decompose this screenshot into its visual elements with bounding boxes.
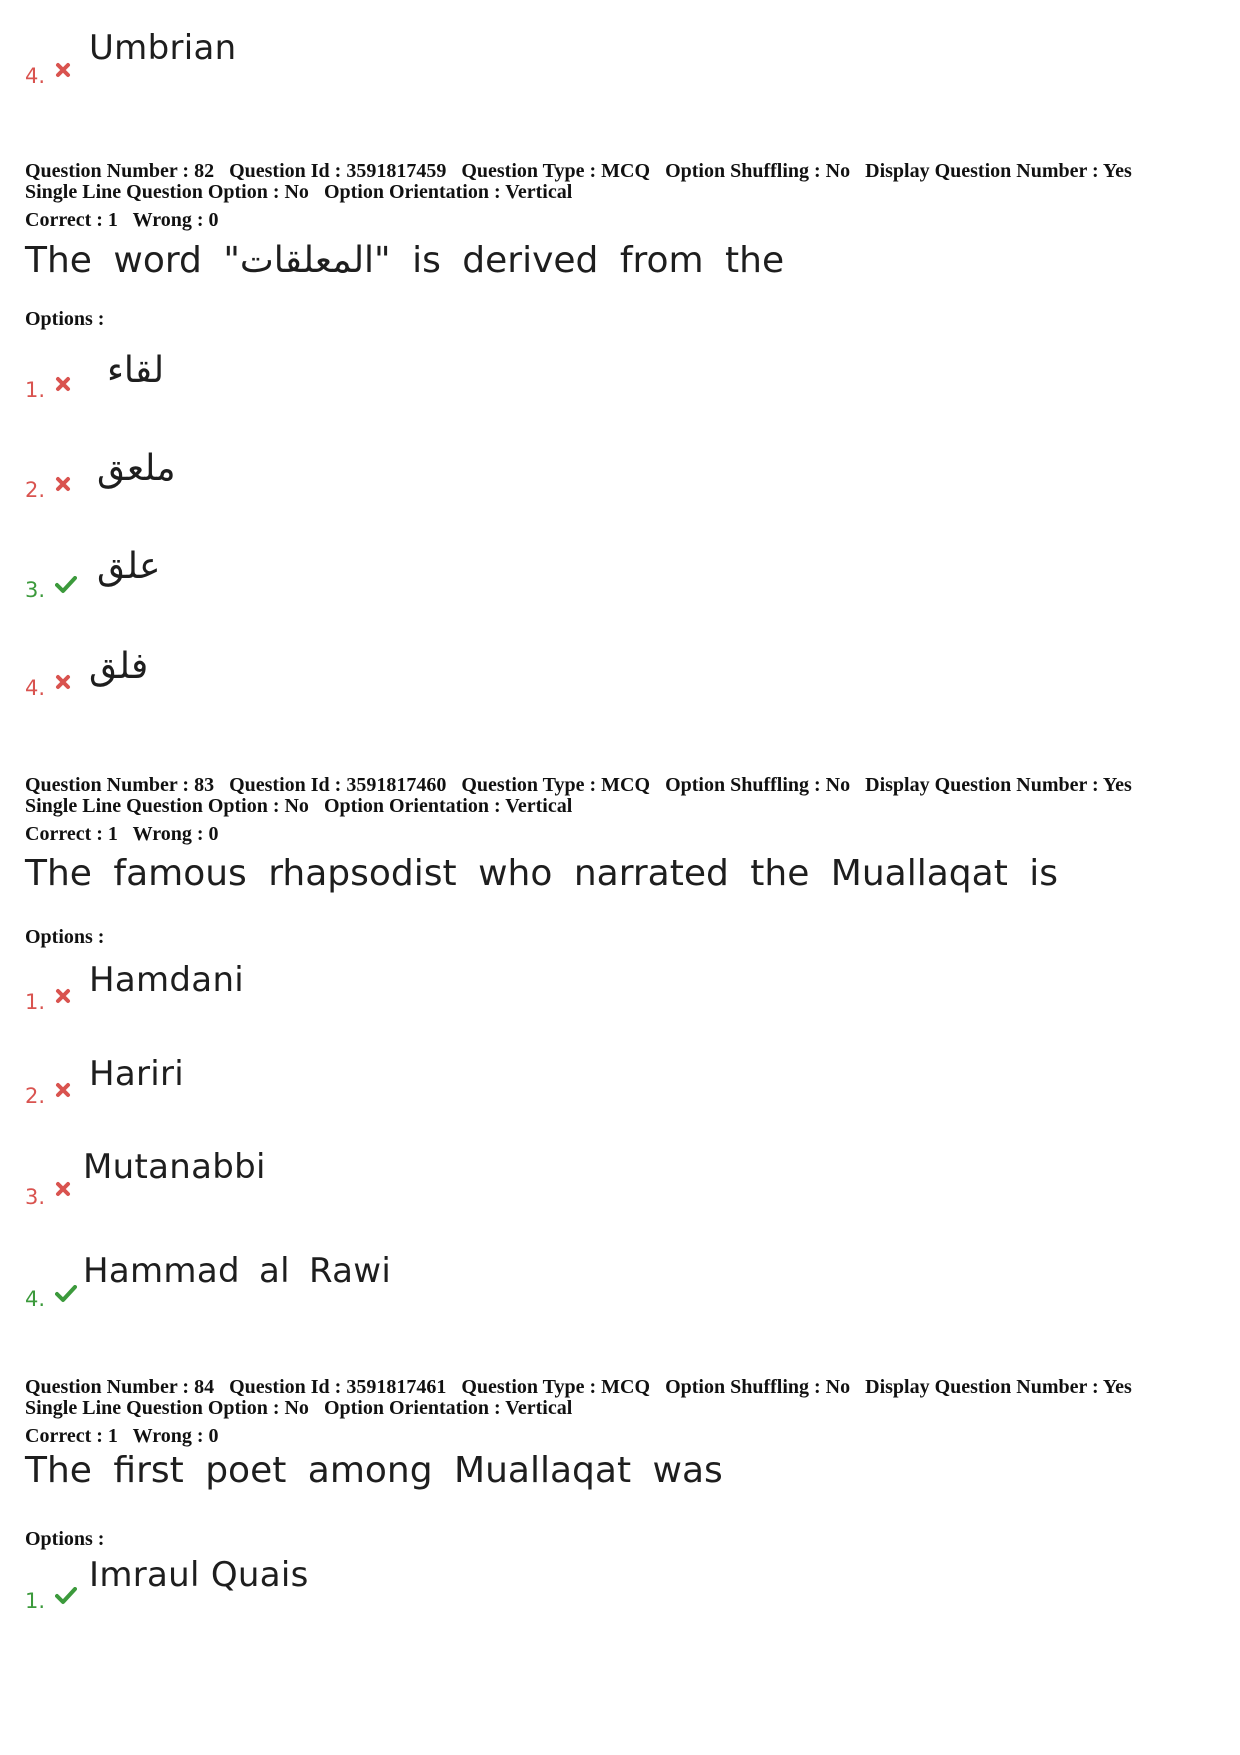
question-number: Question Number : 83 <box>25 774 215 796</box>
options-label: Options : <box>25 926 105 948</box>
question-id: Question Id : 3591817459 <box>229 160 447 182</box>
correct-marks: Correct : 1 <box>25 1425 118 1447</box>
option-text: Mutanabbi <box>83 1147 266 1187</box>
question-type: Question Type : MCQ <box>461 1376 651 1398</box>
wrong-marks: Wrong : 0 <box>132 823 219 845</box>
question-meta-line1 <box>25 775 1142 796</box>
display-question-number: Display Question Number : Yes <box>865 160 1132 182</box>
option-text: Hariri <box>89 1054 185 1094</box>
question-text: The famous rhapsodist who narrated the Muallaqat is <box>25 853 1059 894</box>
question-marks <box>25 1426 229 1447</box>
option-number: 3. <box>25 578 46 602</box>
option-text: Umbrian <box>89 28 237 68</box>
cross-icon <box>55 62 75 82</box>
correct-marks: Correct : 1 <box>25 209 118 231</box>
option-number: 1. <box>25 1589 46 1613</box>
question-meta-line2 <box>25 796 582 817</box>
display-question-number: Display Question Number : Yes <box>865 774 1132 796</box>
option-shuffling: Option Shuffling : No <box>665 1376 851 1398</box>
option-number: 4. <box>25 64 46 88</box>
question-marks <box>25 210 229 231</box>
question-text-before: The word <box>25 240 202 281</box>
cross-icon <box>55 674 75 694</box>
option-text: لقاء <box>107 350 165 391</box>
option-number: 4. <box>25 1287 46 1311</box>
question-meta-line1 <box>25 161 1142 182</box>
check-icon <box>55 576 75 596</box>
option-orientation: Option Orientation : Vertical <box>323 181 573 203</box>
option-text: Imraul Quais <box>89 1555 309 1595</box>
option-number: 2. <box>25 1084 46 1108</box>
question-type: Question Type : MCQ <box>461 774 651 796</box>
wrong-marks: Wrong : 0 <box>132 1425 219 1447</box>
option-text: ملعق <box>97 448 176 489</box>
single-line-option: Single Line Question Option : No <box>25 1397 309 1419</box>
question-number: Question Number : 82 <box>25 160 215 182</box>
question-number: Question Number : 84 <box>25 1376 215 1398</box>
option-number: 2. <box>25 478 46 502</box>
check-icon <box>55 1285 75 1305</box>
cross-icon <box>55 476 75 496</box>
single-line-option: Single Line Question Option : No <box>25 795 309 817</box>
cross-icon <box>55 376 75 396</box>
question-text <box>25 240 784 281</box>
correct-marks: Correct : 1 <box>25 823 118 845</box>
question-meta-line2 <box>25 1398 582 1419</box>
option-shuffling: Option Shuffling : No <box>665 774 851 796</box>
option-number: 4. <box>25 676 46 700</box>
option-text: Hammad al Rawi <box>83 1251 392 1291</box>
options-label: Options : <box>25 308 105 330</box>
question-id: Question Id : 3591817461 <box>229 1376 447 1398</box>
cross-icon <box>55 1082 75 1102</box>
option-number: 1. <box>25 990 46 1014</box>
question-id: Question Id : 3591817460 <box>229 774 447 796</box>
cross-icon <box>55 1181 75 1201</box>
single-line-option: Single Line Question Option : No <box>25 181 309 203</box>
options-label: Options : <box>25 1528 105 1550</box>
question-type: Question Type : MCQ <box>461 160 651 182</box>
question-text-after: is derived from the <box>412 240 785 281</box>
wrong-marks: Wrong : 0 <box>132 209 219 231</box>
check-icon <box>55 1587 75 1607</box>
question-text-arabic: "المعلقات" <box>223 240 391 281</box>
option-text: فلق <box>89 646 149 687</box>
question-meta-line2 <box>25 182 582 203</box>
question-text: The first poet among Muallaqat was <box>25 1450 723 1491</box>
option-shuffling: Option Shuffling : No <box>665 160 851 182</box>
question-marks <box>25 824 229 845</box>
option-text: Hamdani <box>89 960 245 1000</box>
option-number: 3. <box>25 1185 46 1209</box>
option-text: علق <box>97 546 161 587</box>
option-orientation: Option Orientation : Vertical <box>323 1397 573 1419</box>
cross-icon <box>55 988 75 1008</box>
display-question-number: Display Question Number : Yes <box>865 1376 1132 1398</box>
option-number: 1. <box>25 378 46 402</box>
option-orientation: Option Orientation : Vertical <box>323 795 573 817</box>
question-meta-line1 <box>25 1377 1142 1398</box>
